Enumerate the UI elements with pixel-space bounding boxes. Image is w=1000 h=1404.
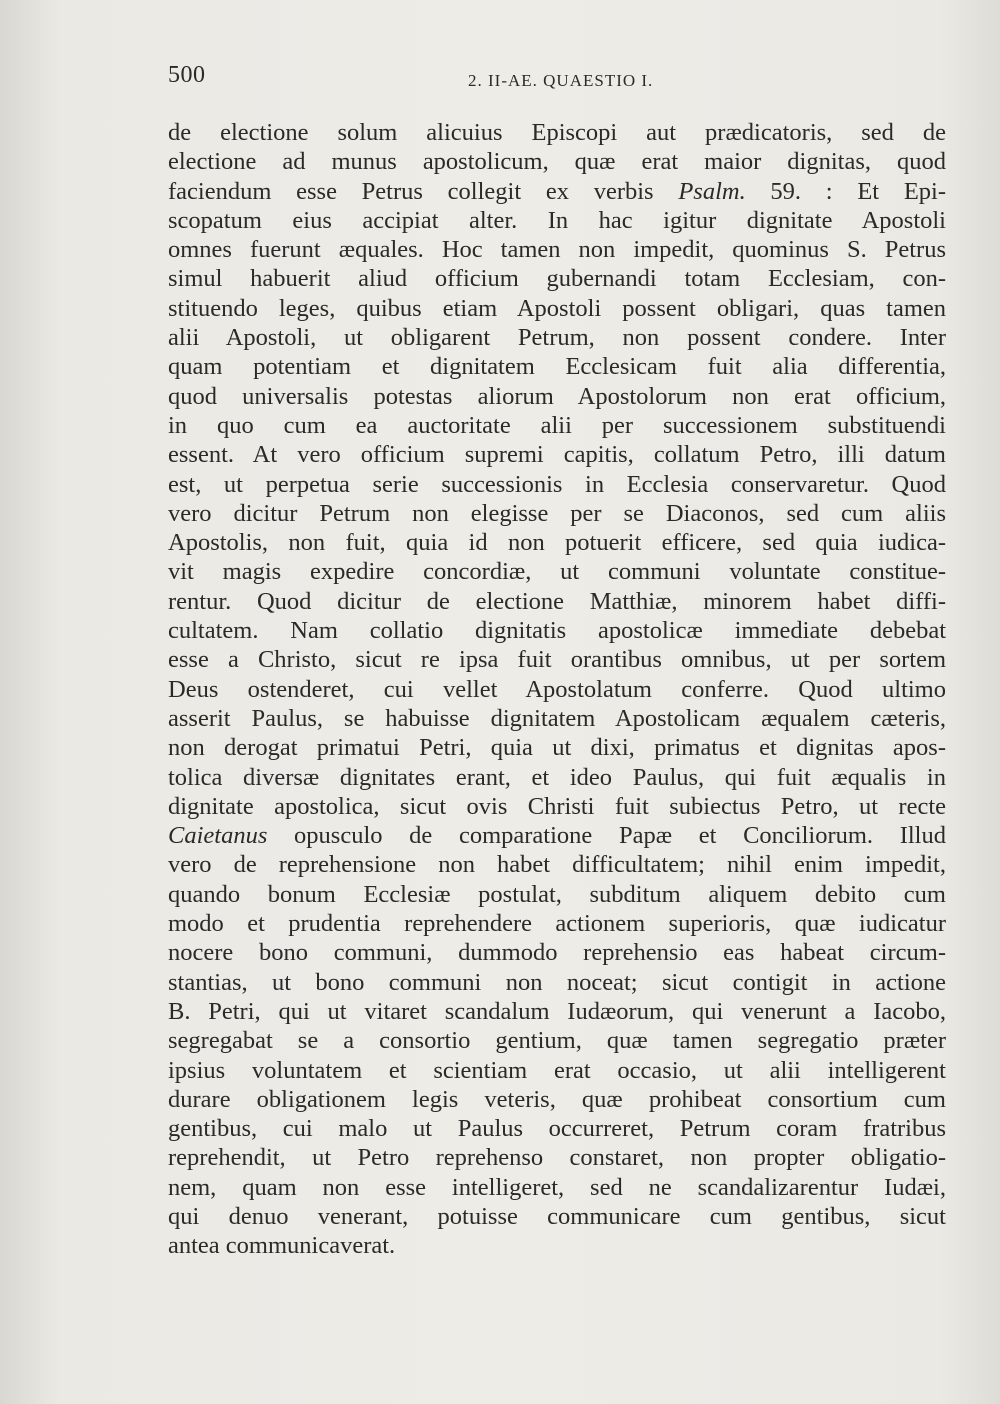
- text-line: [168, 177, 946, 206]
- page-number: 500: [168, 62, 206, 88]
- text-segment: scopatum eius accipiat alter. In hac igitur dignitate Apostoli: [168, 206, 946, 234]
- text-segment: durare obligationem legis veteris, quæ prohibeat consortium cum: [168, 1085, 946, 1113]
- text-segment: simul habuerit aliud officium gubernandi totam Ecclesiam, con-: [168, 265, 946, 293]
- text-line: [168, 264, 946, 293]
- text-segment: opusculo de comparatione Papæ et Conciliorum. Illud: [267, 822, 946, 850]
- italic-text: Caietanus: [168, 822, 268, 850]
- text-line: [168, 1085, 946, 1114]
- text-segment: qui denuo venerant, potuisse communicare cum gentibus, sicut: [168, 1202, 946, 1230]
- text-line: [168, 557, 946, 586]
- text-segment: Deus ostenderet, cui vellet Apostolatum conferre. Quod ultimo: [168, 675, 946, 703]
- text-line: [168, 382, 946, 411]
- text-segment: vero de reprehensione non habet difficultatem; nihil enim impedit,: [168, 851, 946, 879]
- text-line: [168, 821, 946, 850]
- text-line: [168, 1026, 946, 1055]
- text-segment: electione ad munus apostolicum, quæ erat maior dignitas, quod: [168, 148, 946, 176]
- text-line: [168, 1143, 946, 1172]
- text-line: [168, 1173, 946, 1202]
- text-line: [168, 733, 946, 762]
- text-segment: vit magis expedire concordiæ, ut communi voluntate constitue-: [168, 558, 946, 586]
- text-segment: in quo cum ea auctoritate alii per successionem substituendi: [168, 411, 946, 439]
- text-segment: asserit Paulus, se habuisse dignitatem Apostolicam æqualem cæteris,: [168, 704, 946, 732]
- text-segment: antea communicaverat.: [168, 1232, 396, 1260]
- text-segment: vero dicitur Petrum non elegisse per se Diaconos, sed cum aliis: [168, 499, 946, 527]
- text-segment: modo et prudentia reprehendere actionem superioris, quæ iudicatur: [168, 910, 946, 938]
- running-head: [168, 62, 948, 92]
- text-line: [168, 499, 946, 528]
- text-line: [168, 909, 946, 938]
- text-segment: esse a Christo, sicut re ipsa fuit orantibus omnibus, ut per sortem: [168, 646, 946, 674]
- text-segment: dignitate apostolica, sicut ovis Christi fuit subiectus Petro, ut recte: [168, 792, 946, 820]
- text-segment: 59. : Et Epi-: [745, 177, 946, 205]
- text-line: [168, 440, 946, 469]
- text-segment: reprehendit, ut Petro reprehenso constaret, non propter obligatio-: [168, 1144, 946, 1172]
- text-segment: alii Apostoli, ut obligarent Petrum, non possent condere. Inter: [168, 324, 946, 352]
- text-line: [168, 997, 946, 1026]
- text-line: [168, 147, 946, 176]
- text-segment: cultatem. Nam collatio dignitatis apostolicæ immediate debebat: [168, 617, 946, 645]
- text-line: [168, 323, 946, 352]
- text-line: [168, 850, 946, 879]
- text-segment: quam potentiam et dignitatem Ecclesicam fuit alia differentia,: [168, 353, 946, 381]
- text-segment: quando bonum Ecclesiæ postulat, subditum aliquem debito cum: [168, 880, 946, 908]
- text-line: [168, 1114, 946, 1143]
- text-segment: rentur. Quod dicitur de electione Matthiæ, minorem habet diffi-: [168, 587, 946, 615]
- text-segment: segregabat se a consortio gentium, quæ tamen segregatio præter: [168, 1027, 946, 1055]
- text-segment: faciendum esse Petrus collegit ex verbis: [168, 177, 679, 205]
- text-segment: stituendo leges, quibus etiam Apostoli possent obligari, quas tamen: [168, 294, 946, 322]
- text-segment: stantias, ut bono communi non noceat; sicut contigit in actione: [168, 968, 946, 996]
- text-line: [168, 968, 946, 997]
- text-segment: essent. At vero officium supremi capitis, collatum Petro, illi datum: [168, 441, 946, 469]
- text-line: [168, 470, 946, 499]
- text-line: [168, 1202, 946, 1231]
- text-line: [168, 616, 946, 645]
- text-line: [168, 528, 946, 557]
- text-segment: nocere bono communi, dummodo reprehensio eas habeat circum-: [168, 939, 946, 967]
- text-segment: de electione solum alicuius Episcopi aut prædicatoris, sed de: [168, 119, 946, 146]
- text-line: [168, 118, 946, 147]
- text-segment: gentibus, cui malo ut Paulus occurreret, Petrum coram fratribus: [168, 1115, 946, 1143]
- text-line: [168, 792, 946, 821]
- text-segment: quod universalis potestas aliorum Apostolorum non erat officium,: [168, 382, 946, 410]
- text-segment: nem, quam non esse intelligeret, sed ne scandalizarentur Iudæi,: [168, 1173, 946, 1201]
- text-line: [168, 1231, 946, 1260]
- text-line: [168, 938, 946, 967]
- text-line: [168, 1056, 946, 1085]
- text-line: [168, 235, 946, 264]
- text-line: [168, 645, 946, 674]
- text-line: [168, 206, 946, 235]
- text-segment: omnes fuerunt æquales. Hoc tamen non impedit, quominus S. Petrus: [168, 236, 946, 264]
- text-line: [168, 411, 946, 440]
- text-line: [168, 704, 946, 733]
- italic-text: Psalm.: [678, 177, 746, 205]
- text-segment: B. Petri, qui ut vitaret scandalum Iudæorum, qui venerunt a Iacobo,: [168, 997, 946, 1025]
- text-segment: est, ut perpetua serie successionis in Ecclesia conservaretur. Quod: [168, 470, 946, 498]
- text-line: [168, 587, 946, 616]
- text-line: [168, 294, 946, 323]
- text-line: [168, 352, 946, 381]
- body-text: [168, 118, 946, 1261]
- text-segment: Apostolis, non fuit, quia id non potuerit efficere, sed quia iudica-: [168, 529, 946, 557]
- text-segment: non derogat primatui Petri, quia ut dixi, primatus et dignitas apos-: [168, 734, 946, 762]
- text-segment: ipsius voluntatem et scientiam erat occasio, ut alii intelligerent: [168, 1056, 946, 1084]
- running-title: 2. II-AE. QUAESTIO I.: [468, 71, 654, 90]
- text-segment: tolica diversæ dignitates erant, et ideo Paulus, qui fuit æqualis in: [168, 763, 946, 791]
- text-line: [168, 675, 946, 704]
- text-line: [168, 763, 946, 792]
- text-line: [168, 880, 946, 909]
